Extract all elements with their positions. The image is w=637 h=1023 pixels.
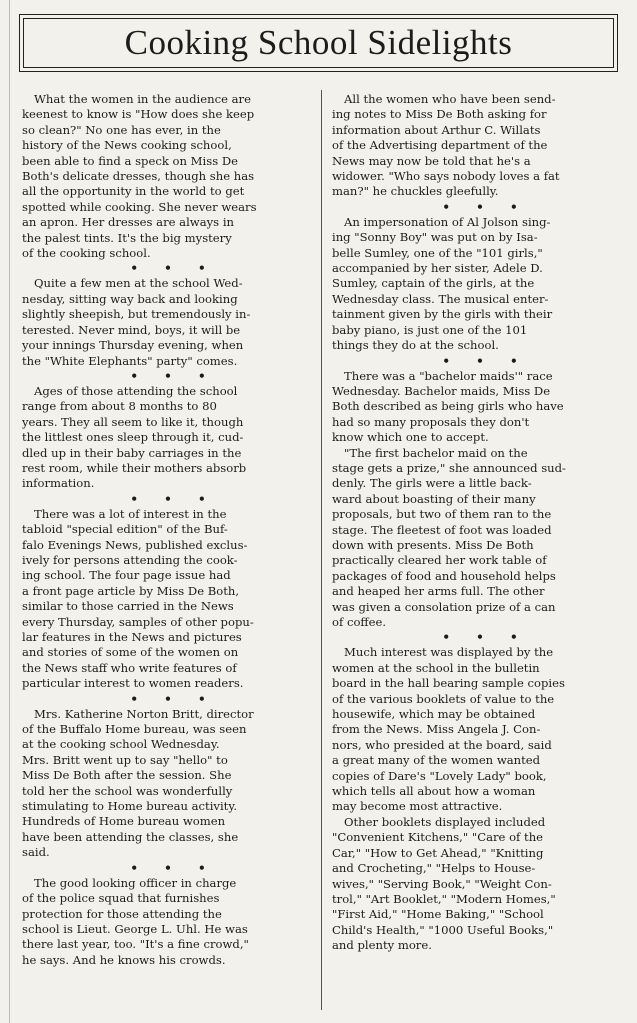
- article-paragraph: An impersonation of Al Jolson sing- ing "Sonny Boy" was put on by Isa- belle Sumley, one of the "101 girls," accompanied by her sister, Adele D. Sumley, captain of the girls, at the Wednesday class. The musical enter- tainment given by the girls with their baby piano, is just one of the 101 things they do at the school.: [332, 214, 553, 353]
- section-separator: • • •: [130, 368, 217, 383]
- article-paragraph: Other booklets displayed included "Convenient Kitchens," "Care of the Car," "How to Get Ahead," "Knitting and Crocheting," "Helps to House- wives," "Serving Book," "Weight Con- trol," "Art Booklet," "Modern Homes," "First Aid," "Home Baking," "School Child's Health," "1000 Useful Books," and plenty more.: [332, 814, 556, 953]
- section-separator: • • •: [130, 491, 217, 506]
- section-separator: • • •: [442, 353, 529, 368]
- section-separator: • • •: [130, 261, 217, 276]
- article-paragraph: Mrs. Katherine Norton Britt, director of the Buffalo Home bureau, was seen at the cooking school Wednesday. Mrs. Britt went up to say "hello" to Miss De Both after the session. She told her the school was wonderfully stimulating to Home bureau activity. Hundreds of Home bureau women have been attending the classes, she said.: [22, 706, 254, 860]
- left-column: [22, 92, 314, 968]
- right-column: [332, 92, 628, 954]
- article-paragraph: What the women in the audience are keenest to know is "How does she keep so clean?" No one has ever, in the history of the News cooking school, been able to find a speck on Miss De Both's delicate dresses, though she has all the opportunity in the world to get spotted while cooking. She never wears an apron. Her dresses are always in the palest tints. It's the big mystery of the cooking school.: [22, 92, 257, 261]
- section-separator: • • •: [442, 630, 529, 645]
- section-separator: • • •: [130, 691, 217, 706]
- page-edge-rule: [9, 0, 10, 1023]
- headline-box: [19, 14, 618, 72]
- column-divider: [321, 90, 322, 1010]
- article-paragraph: Ages of those attending the school range from about 8 months to 80 years. They all seem to like it, though the littlest ones sleep through it, cud- dled up in their baby carriages in the rest room, while their mothers absorb information.: [22, 383, 247, 491]
- article-paragraph: The good looking officer in charge of the police squad that furnishes protection for those attending the school is Lieut. George L. Uhl. He was there last year, too. "It's a fine crowd," he says. And he knows his crowds.: [22, 875, 249, 967]
- article-paragraph: There was a lot of interest in the tabloid "special edition" of the Buf- falo Evenings News, published exclus- ively for persons attending the cook- ing school. The four page issue had a front page article by Miss De Both, similar to those carried in the News every Thursday, samples of other popu- lar features in the News and pictures and stories of some of the women on the News staff who write features of particular interest to women readers.: [22, 506, 254, 691]
- headline: Cooking School Sidelights: [124, 23, 513, 62]
- article-paragraph: All the women who have been send- ing notes to Miss De Both asking for information about Arthur C. Willats of the Advertising department of the News may now be told that he's a widower. "Who says nobody loves a fat man?" he chuckles gleefully.: [332, 92, 560, 199]
- article-paragraph: Quite a few men at the school Wed- nesday, sitting way back and looking slightly sheepish, but tremendously in- terested. Never mind, boys, it will be your innings Thursday evening, when the "White Elephants" party" comes.: [22, 276, 251, 368]
- section-separator: • • •: [442, 199, 529, 214]
- article-paragraph: There was a "bachelor maids'" race Wednesday. Bachelor maids, Miss De Both described as being girls who have had so many proposals they don't know which one to accept.: [332, 368, 564, 445]
- article-paragraph: "The first bachelor maid on the stage gets a prize," she announced sud- denly. The girls were a little back- ward about boasting of their many proposals, but two of them ran to the stage. The fleetest of foot was loaded down with presents. Miss De Both practically cleared her work table of packages of food and household helps and heaped her arms full. The other was given a consolation prize of a can of coffee.: [332, 445, 566, 629]
- article-paragraph: Much interest was displayed by the women at the school in the bulletin board in the hall bearing sample copies of the various booklets of value to the housewife, which may be obtained from the News. Miss Angela J. Con- nors, who presided at the board, said a great many of the women wanted copies of Dare's "Lovely Lady" book, which tells all about how a woman may become most attractive.: [332, 645, 565, 814]
- section-separator: • • •: [130, 860, 217, 875]
